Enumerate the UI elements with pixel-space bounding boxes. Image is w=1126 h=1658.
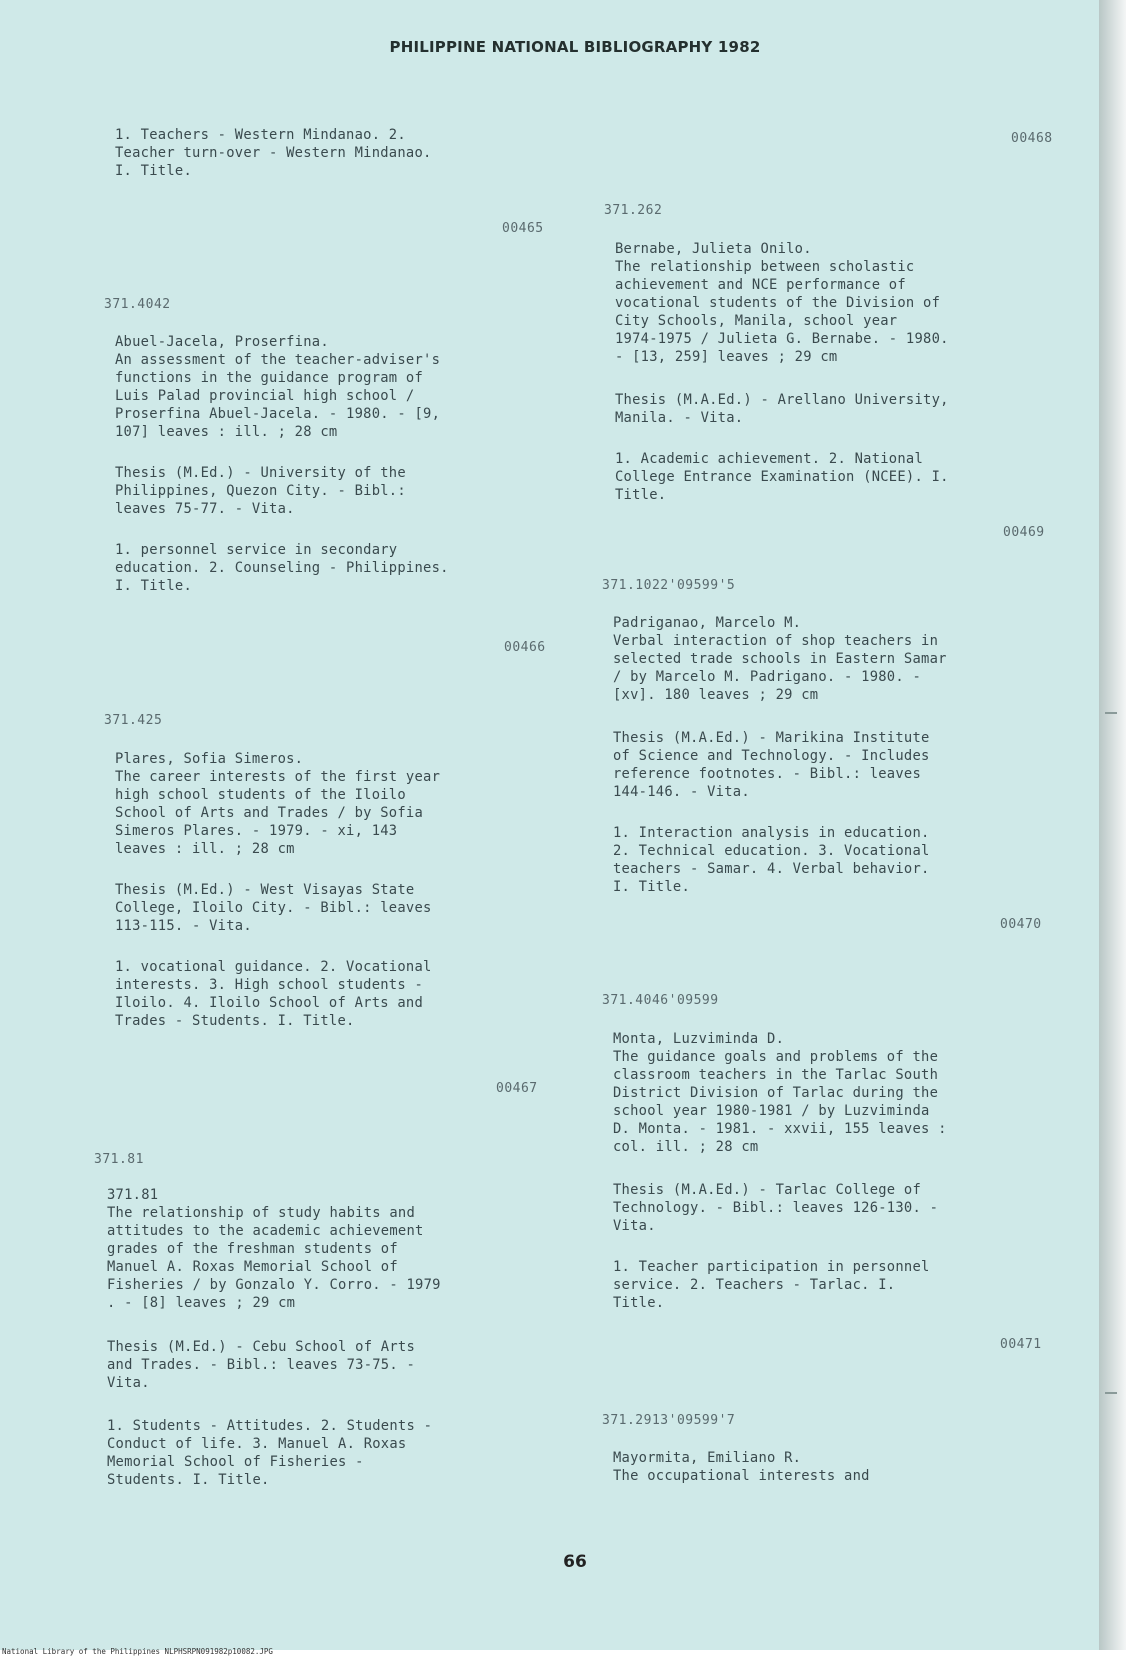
text-line: Bernabe, Julieta Onilo. [615,241,812,257]
text-line: col. ill. ; 28 cm [613,1139,759,1155]
scan-footer: National Library of the Philippines NLPHSRPN091982p10082.JPG [2,1647,273,1656]
subject-headings: I. Title. [115,578,193,594]
thesis-note: Thesis (M.A.Ed.) - Arellano University, [615,392,949,408]
thesis-note: of Science and Technology. - Includes [613,748,930,764]
text-line: Teacher turn-over - Western Mindanao. [115,145,432,161]
text-line: Abuel-Jacela, Proserfina. [115,334,329,350]
thesis-note: 113-115. - Vita. [115,918,252,934]
thesis-note: Thesis (M.A.Ed.) - Marikina Institute [613,730,930,746]
thesis-note: 144-146. - Vita. [613,784,750,800]
text-line: D. Monta. - 1981. - xxvii, 155 leaves : [613,1121,947,1137]
page-number: 66 [563,1552,587,1572]
text-line: District Division of Tarlac during the [613,1085,939,1101]
text-line: grades of the freshman students of [107,1241,398,1257]
text-line: Manuel A. Roxas Memorial School of [107,1259,398,1275]
subject-headings: interests. 3. High school students - [115,977,424,993]
text-line: I. Title. [115,163,193,179]
thesis-note: Thesis (M.Ed.) - Cebu School of Arts [107,1339,416,1355]
text-line: 371.81 [107,1187,159,1203]
page-header: PHILIPPINE NATIONAL BIBLIOGRAPHY 1982 [389,38,761,56]
subject-headings: 1. vocational guidance. 2. Vocational [115,959,432,975]
subject-headings: College Entrance Examination (NCEE). I. [615,469,949,485]
text-line: Plares, Sofia Simeros. [115,751,304,767]
edge-mark [1105,1392,1117,1394]
text-line: An assessment of the teacher-adviser's [115,352,441,368]
classification-number: 371.262 [604,203,663,218]
classification-number: 371.2913'09599'7 [602,1413,736,1428]
classification-number: 371.4042 [104,297,171,312]
text-line: leaves : ill. ; 28 cm [115,841,295,857]
classification-number: 371.1022'09599'5 [602,578,736,593]
thesis-note: leaves 75-77. - Vita. [115,501,295,517]
subject-headings: teachers - Samar. 4. Verbal behavior. [613,861,930,877]
text-line: City Schools, Manila, school year [615,313,898,329]
thesis-note: Thesis (M.Ed.) - University of the [115,465,406,481]
entry-number: 00465 [502,221,544,236]
text-line: The relationship of study habits and [107,1205,416,1221]
classification-number: 371.425 [104,713,163,728]
classification-number: 371.81 [94,1152,144,1167]
text-line: 107] leaves : ill. ; 28 cm [115,424,338,440]
thesis-note: Manila. - Vita. [615,410,744,426]
subject-headings: I. Title. [613,879,691,895]
subject-headings: education. 2. Counseling - Philippines. [115,560,449,576]
subject-headings: Trades - Students. I. Title. [115,1013,355,1029]
text-line: The career interests of the first year [115,769,441,785]
text-line: attitudes to the academic achievement [107,1223,424,1239]
text-line: . - [8] leaves ; 29 cm [107,1295,296,1311]
entry-number: 00470 [1000,917,1042,932]
text-line: Simeros Plares. - 1979. - xi, 143 [115,823,398,839]
text-line: / by Marcelo M. Padrigano. - 1980. - [613,669,922,685]
subject-headings: Conduct of life. 3. Manuel A. Roxas [107,1436,407,1452]
subject-headings: 1. Interaction analysis in education. [613,825,930,841]
text-line: The guidance goals and problems of the [613,1049,939,1065]
page-edge [1099,0,1126,1650]
subject-headings: Students. I. Title. [107,1472,270,1488]
text-line: Verbal interaction of shop teachers in [613,633,939,649]
text-line: vocational students of the Division of [615,295,941,311]
thesis-note: Philippines, Quezon City. - Bibl.: [115,483,406,499]
thesis-note: Vita. [613,1218,656,1234]
text-line: high school students of the Iloilo [115,787,406,803]
edge-mark [1105,712,1117,714]
text-line: Fisheries / by Gonzalo Y. Corro. - 1979 [107,1277,441,1293]
subject-headings: Title. [613,1295,665,1311]
thesis-note: reference footnotes. - Bibl.: leaves [613,766,922,782]
entry-number: 00471 [1000,1337,1042,1352]
entry-number: 00467 [496,1081,538,1096]
subject-headings: Memorial School of Fisheries - [107,1454,364,1470]
text-line: The relationship between scholastic [615,259,915,275]
thesis-note: Thesis (M.A.Ed.) - Tarlac College of [613,1182,922,1198]
text-line: Padriganao, Marcelo M. [613,615,802,631]
text-line: achievement and NCE performance of [615,277,906,293]
subject-headings: 1. Teacher participation in personnel [613,1259,930,1275]
text-line: school year 1980-1981 / by Luzviminda [613,1103,930,1119]
text-line: Proserfina Abuel-Jacela. - 1980. - [9, [115,406,441,422]
text-line: Mayormita, Emiliano R. [613,1450,802,1466]
subject-headings: 2. Technical education. 3. Vocational [613,843,930,859]
text-line: 1. Teachers - Western Mindanao. 2. [115,127,406,143]
subject-headings: 1. Academic achievement. 2. National [615,451,924,467]
thesis-note: Vita. [107,1375,150,1391]
subject-headings: Title. [615,487,667,503]
subject-headings: Iloilo. 4. Iloilo School of Arts and [115,995,424,1011]
text-line: - [13, 259] leaves ; 29 cm [615,349,838,365]
text-line: [xv]. 180 leaves ; 29 cm [613,687,819,703]
classification-number: 371.4046'09599 [602,993,719,1008]
entry-number: 00468 [1011,131,1053,146]
text-line: 1974-1975 / Julieta G. Bernabe. - 1980. [615,331,949,347]
thesis-note: Thesis (M.Ed.) - West Visayas State [115,882,415,898]
thesis-note: Technology. - Bibl.: leaves 126-130. - [613,1200,939,1216]
subject-headings: 1. personnel service in secondary [115,542,398,558]
thesis-note: College, Iloilo City. - Bibl.: leaves [115,900,432,916]
subject-headings: service. 2. Teachers - Tarlac. I. [613,1277,896,1293]
entry-number: 00466 [504,640,546,655]
text-line: Luis Palad provincial high school / [115,388,415,404]
text-line: functions in the guidance program of [115,370,424,386]
text-line: School of Arts and Trades / by Sofia [115,805,424,821]
text-line: Monta, Luzviminda D. [613,1031,785,1047]
text-line: classroom teachers in the Tarlac South [613,1067,939,1083]
text-line: The occupational interests and [613,1468,870,1484]
text-line: selected trade schools in Eastern Samar [613,651,947,667]
thesis-note: and Trades. - Bibl.: leaves 73-75. - [107,1357,416,1373]
subject-headings: 1. Students - Attitudes. 2. Students - [107,1418,433,1434]
entry-number: 00469 [1003,525,1045,540]
